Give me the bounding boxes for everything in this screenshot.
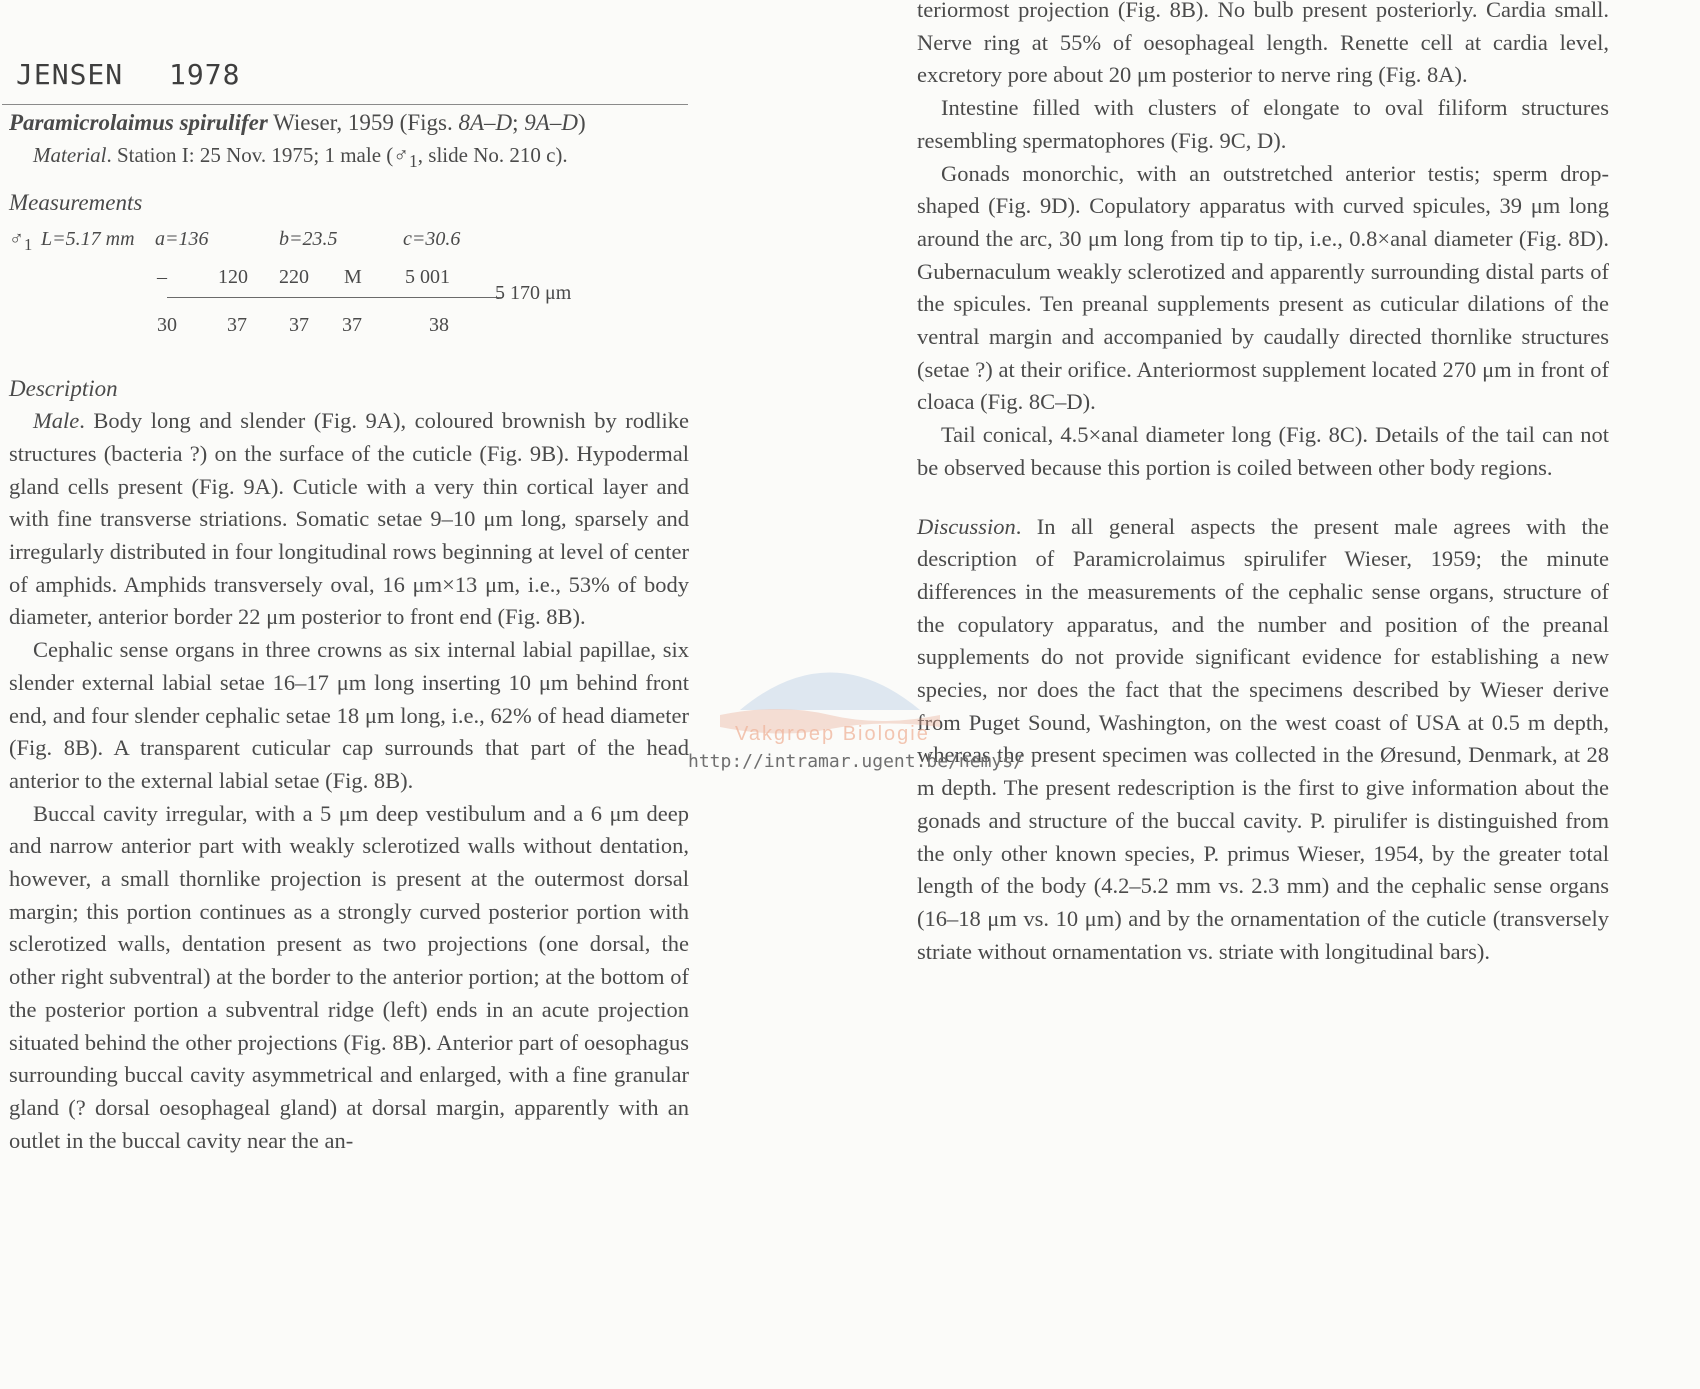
header-stamp — [16, 58, 240, 91]
meas-num-0: – — [157, 266, 167, 289]
species-name: Paramicrolaimus spirulifer — [9, 110, 268, 135]
meas-num-1: 120 — [218, 266, 248, 289]
meas-den-2: 37 — [289, 314, 309, 337]
right-paragraph-2: Intestine filled with clusters of elongate to oval filiform structures resembling spermatophores (Fig. 9C, D). — [917, 95, 1609, 153]
meas-specimen: $♂_1$ — [9, 228, 33, 255]
meas-num-2: 220 — [279, 266, 309, 289]
material-label: Material — [33, 143, 107, 167]
meas-c: c=30.6 — [403, 228, 461, 251]
description-heading: Description — [9, 376, 118, 402]
description-paragraph-3: Buccal cavity irregular, with a 5 μm deep vestibulum and a 6 μm deep and narrow anterior part with weakly sclerotized walls without dentation, however, a small thornlike projection is present at the outermost dorsal margin; this portion continues as a strongly curved posterior portion with sclerotized walls, dentation present as two projections (one dorsal, the other right subventral) at the border to the anterior portion; at the bottom of the posterior portion a subventral ridge (left) ends in an acute projection situated behind the other projections (Fig. 8B). Anterior part of oesophagus surrounding buccal cavity asymmetrical and enlarged, with a fine granular gland (? dorsal oesophageal gland) at dorsal margin, apparently with an outlet in the buccal cavity near the an- — [9, 800, 689, 1153]
material-tail: , slide No. 210 c). — [417, 143, 568, 167]
header-year: 1978 — [169, 58, 241, 91]
meas-a: a=136 — [155, 228, 209, 251]
species-title — [9, 106, 689, 139]
species-fig1: 8A–D — [458, 110, 513, 135]
measurements-block — [9, 219, 689, 371]
discussion-label: Discussion — [917, 513, 1016, 539]
meas-den-3: 37 — [342, 314, 362, 337]
header-rule — [2, 104, 688, 105]
header-author: JENSEN — [16, 58, 124, 91]
male-label: Male — [33, 408, 80, 434]
meas-num-4: 5 001 — [405, 266, 450, 289]
right-paragraph-4: Tail conical, 4.5×anal diameter long (Fig. 8C). Details of the tail can not be observed because this portion is coiled between other body regions. — [917, 422, 1609, 480]
description-paragraph-2: Cephalic sense organs in three crowns as six internal labial papillae, six slender external labial setae 16–17 μm long inserting 10 μm behind front end, and four slender cephalic setae 18 μm long, i.e., 62% of head diameter (Fig. 8B). A transparent cuticular cap surrounds that part of the head anterior to the external labial setae (Fig. 8B). — [9, 637, 689, 793]
material-sub: 1 — [409, 151, 418, 172]
meas-L: L=5.17 mm — [41, 228, 135, 251]
fraction-rule — [167, 297, 503, 298]
description-p1-text: . Body long and slender (Fig. 9A), coloured brownish by rodlike structures (bacteria ?) on the surface of the cuticle (Fig. 9B). Hypodermal gland cells present (Fig. 9A). Cuticle with a very thin cortical layer and with fine transverse striations. Somatic setae 9–10 μm long, sparsely and irregularly distributed in four longitudinal rows beginning at level of center of amphids. Amphids transversely oval, 16 μm×13 μm, i.e., 53% of body diameter, anterior border 22 μm posterior to front end (Fig. 8B). — [9, 408, 689, 630]
discussion-paragraph — [917, 511, 1609, 969]
meas-total: 5 170 μm — [495, 282, 572, 305]
species-authority: Wieser, 1959 (Figs. — [267, 110, 459, 135]
meas-den-4: 38 — [429, 314, 449, 337]
meas-b: b=23.5 — [279, 228, 338, 251]
right-paragraph-3: Gonads monorchic, with an outstretched anterior testis; sperm drop-shaped (Fig. 9D). Copulatory apparatus with curved spicules, 39 μm long around the arc, 30 μm long from tip to tip, i.e., 0.8×anal diameter (Fig. 8D). Gubernaculum weakly sclerotized and apparently surrounding distal parts of the spicules. Ten preanal supplements present as cuticular dilations of the ventral margin and accompanied by caudally directed thornlike structures (setae ?) at their orifice. Anteriormost supplement located 270 μm in front of cloaca (Fig. 8C–D). — [917, 160, 1609, 415]
material-text: . Station I: 25 Nov. 1975; 1 male (♂ — [106, 143, 410, 167]
species-fig2: 9A–D — [524, 110, 578, 135]
meas-den-1: 37 — [227, 314, 247, 337]
watermark-url: http://intramar.ugent.be/nemys/ — [688, 751, 1024, 772]
meas-num-3: M — [344, 266, 362, 289]
right-paragraph-1: teriormost projection (Fig. 8B). No bulb present posteriorly. Cardia small. Nerve ring at 55% of oesophageal length. Renette cell at cardia level, excretory pore about 20 μm posterior to nerve ring (Fig. 8A). — [917, 0, 1609, 88]
species-close: ) — [577, 110, 586, 135]
watermark-band-text: Vakgroep Biologie — [735, 723, 930, 745]
measurements-heading: Measurements — [9, 190, 143, 216]
material-line — [9, 139, 689, 177]
description-paragraph-1 — [9, 405, 689, 634]
discussion-text: . In all general aspects the present male agrees with the description of Paramicrolaimus spirulifer Wieser, 1959; the minute differences in the measurements of the cephalic sense organs, structure of the copulatory apparatus, and the number and position of the preanal supplements do not provide significant evidence for establishing a new species, nor does the fact that the specimens described by Wieser derive from Puget Sound, Washington, on the west coast of USA at 0.5 m depth, whereas the present specimen was collected in the Øresund, Denmark, at 28 m depth. The present redescription is the first to give information about the gonads and structure of the buccal cavity. P. pirulifer is distinguished from the only other known species, P. primus Wieser, 1954, by the greater total length of the body (4.2–5.2 mm vs. 2.3 mm) and the cephalic sense organs (16–18 μm vs. 10 μm) and by the ornamentation of the cuticle (transversely striate without ornamentation vs. striate with longitudinal bars). — [917, 513, 1609, 964]
meas-den-0: 30 — [157, 314, 177, 337]
species-sep: ; — [512, 110, 525, 135]
left-column — [9, 106, 689, 1157]
right-column — [917, 0, 1609, 968]
